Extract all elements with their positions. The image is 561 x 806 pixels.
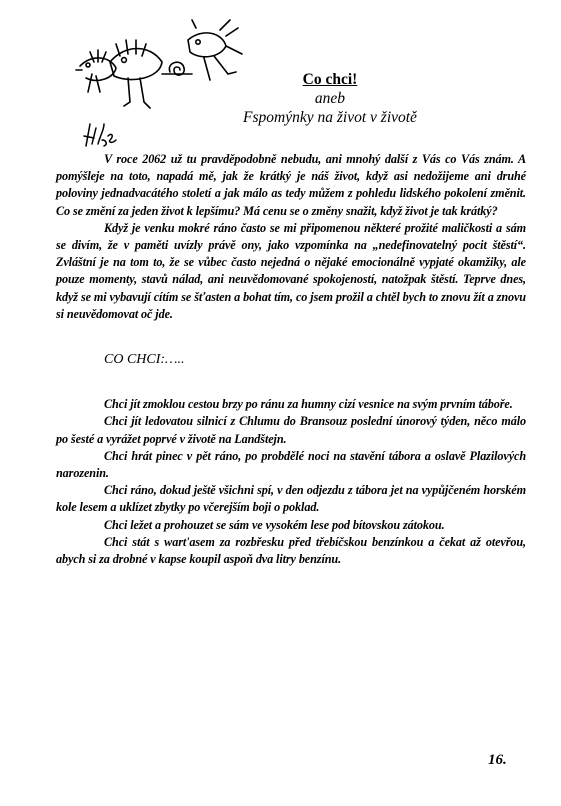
page-number: 16.	[488, 752, 507, 768]
title-block	[190, 70, 470, 127]
body-text	[56, 151, 526, 568]
wish-item: Chci ráno, dokud ještě všichni spí, v den odjezdu z tábora jet na vypůjčeném horském kole lesem a uklízet zbytky po včerejším boji o poklad.	[56, 483, 526, 515]
title-subtitle: Fspomýnky na život v životě	[243, 109, 417, 126]
section-heading: CO CHCI:…..	[104, 352, 185, 368]
intro-paragraph: V roce 2062 už tu pravděpodobně nebudu, ani mnohý další z Vás co Vás znám. A pomýšleje na toto, napadá mě, jak že krátký je náš život, když asi nedožijeme ani druhé poloviny jednadvacátého století a jak málo as tedy můžem z pohledu lidského pokolení změnit. Co se změní za jeden život k lepšímu? Má cenu se o změny snažit, když život je tak krátký?	[56, 152, 526, 218]
wish-item: Chci hrát pinec v pět ráno, po probdělé noci na stavění tábora a oslavě Plazilových narozenin.	[56, 448, 526, 481]
wish-item: Chci jít zmoklou cestou brzy po ránu za humny cizí vesnice na svým prvním táboře.	[104, 397, 513, 412]
memories-paragraph: Když je venku mokré ráno často se mi připomenou některé prožité maličkosti a sám se divím, že v paměti uvízly právě ony, jako vzpomínka na „nedefinovatelný pocit štěstí“. Zvláštní je na tom to, že se vůbec často nejedná o nějaké emocionálně vypjaté okamžiky, ale pouze momenty, stavů nálad, ani neuvědomované spokojeností, natožpak štěstí. Teprve dnes, když se mi vybavují cítím se šťasten a bohat tím, co jsem prožil a chtěl bych to znovu žít a znovu si neuvědomovat oč jde.	[56, 220, 526, 321]
title-connector: aneb	[314, 90, 346, 107]
wish-item: Chci jít ledovatou silnicí z Chlumu do Bransouz poslední únorový týden, něco málo po šesté a vyrážet poprvé v životě na Landštejn.	[56, 414, 526, 446]
handwritten-signature	[78, 118, 118, 150]
title-main: Co chci!	[302, 71, 358, 88]
wish-item: Chci ležet a prohouzet se sám ve vysokém lese pod bítovskou zátokou.	[104, 517, 445, 532]
wish-item: Chci stát s wart'asem za rozbřesku před třebíčskou benzínkou a čekat až otevřou, abych si za drobné v kapse koupil aspoň dva litry benzínu.	[56, 534, 526, 567]
